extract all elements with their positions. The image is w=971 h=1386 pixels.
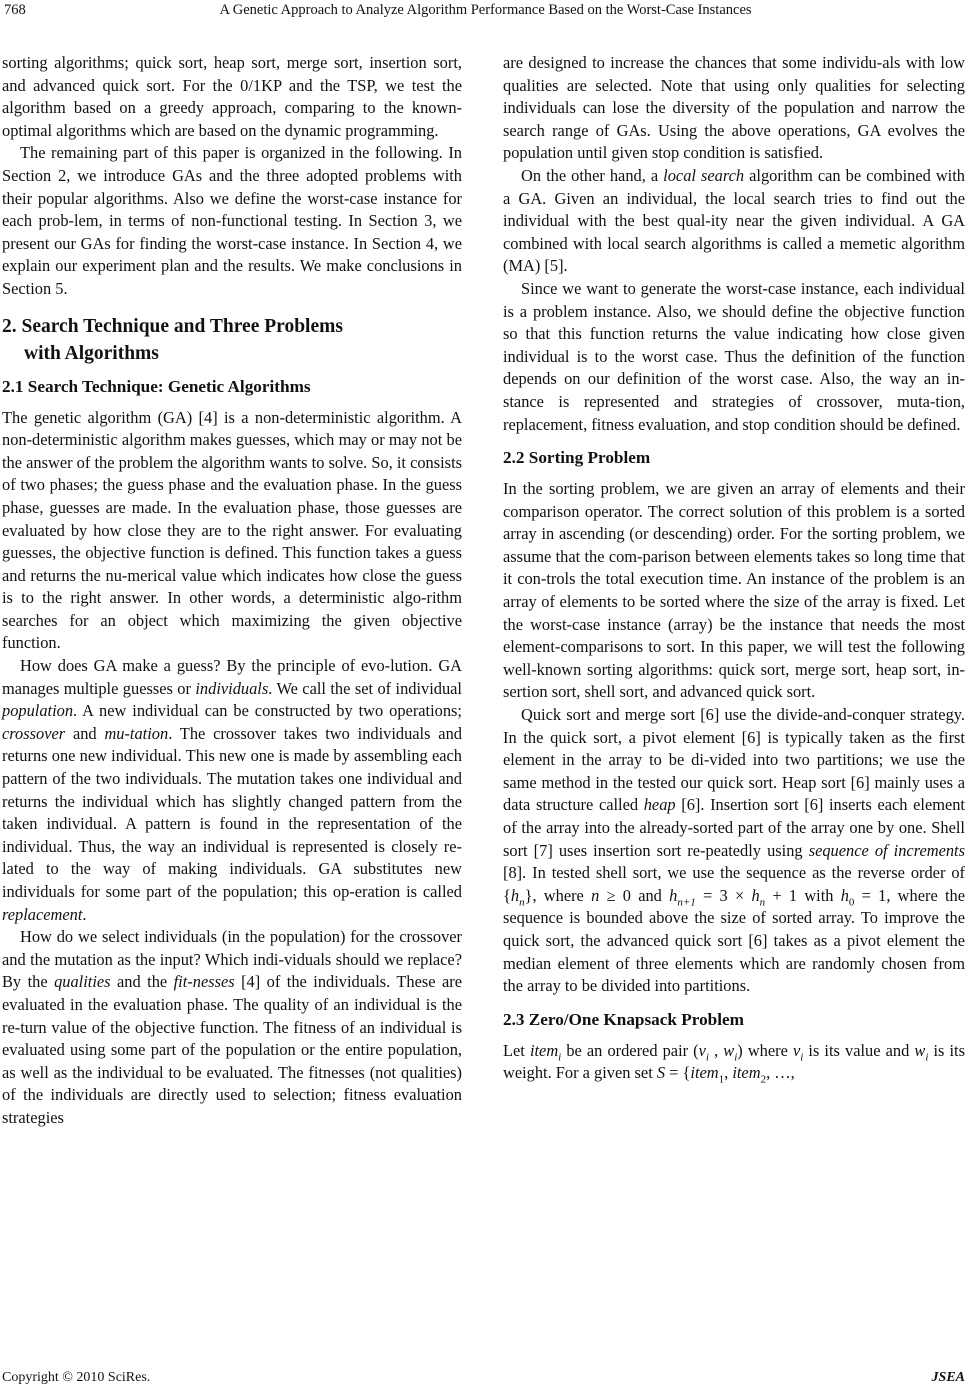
copyright-notice: Copyright © 2010 SciRes. [2,1370,151,1385]
right-column [503,52,965,1085]
section-heading-2-line2: with Algorithms [24,342,159,364]
page-number: 768 [4,2,26,18]
paragraph-intro: sorting algorithms; quick sort, heap sort, merge sort, insertion sort, and advanced quick sort. For the 0/1KP and the TSP, we test the algorithm based on a greedy approach, comparing to the known-optimal algorithms which are based on the dynamic programming. [2,53,462,140]
subsection-heading-2-1: 2.1 Search Technique: Genetic Algorithms [2,376,311,396]
subsection-heading-2-3: 2.3 Zero/One Knapsack Problem [503,1009,744,1029]
paragraph-worst-case: Since we want to generate the worst-case instance, each individual is a problem instance. Also, we should define the objective function so that this function returns the value indicating how close given individual is to the worst case. Thus the definition of the function depends on our definition of the worst case. Also, the way an in-stance is represented and strategies of crossover, muta-tion, replacement, fitness evaluation, and stop condition should be defined. [503,278,965,434]
paragraph-continued: are designed to increase the chances that some individu-als with low qualities are selected. Note that using only qualities for selecting individuals can lose the diversity of the population and narrow the search range of GAs. Using the above operations, GA evolves the population until given stop condition is satisfied. [503,53,965,163]
running-header [0,0,971,24]
section-heading-2-line1: 2. Search Technique and Three Problems [2,315,343,337]
paragraph-knapsack: Let item$_i$ be an ordered pair ($v_i$ , $w_i$) where $v_i$ is its value and $w_i$ is its weight. For a given set S = {item$_1$, item$_2$, …, [503,1040,965,1086]
paragraph-genetic-algorithm: The genetic algorithm (GA) [4] is a non-deterministic algorithm. A non-deterministic algorithm makes guesses, which may or may not be the answer of the problem the algorithm wants to solve. So, it consists of two phases; the guess phase and the evaluation phase. In the guess phase, guesses are made. In the evaluation phase, those guesses are evaluated by how close they are to the right answer. For evaluating guesses, the objective function is defined. This function takes a guess and returns the nu-merical value which indicates how close the guess is to the right answer. In other words, a deterministic algo-rithm searches for an object which maximizing the given objective function. [2,407,462,653]
paragraph-sorting-problem: In the sorting problem, we are given an array of elements and their comparison operator. The correct solution of this problem is a sorted array in ascending (or descending) order. For the sorting problem, we assume that the com-parison between elements takes so long time that it con-trols the total execution time. An instance of the problem is an array of elements to be sorted where the size of the array is fixed. Let the worst-case instance (array) be the instance that needs the most element-comparisons to sort. In this paper, we will test the following well-known sorting algorithms: quick sort, merge sort, heap sort, in-sertion sort, shell sort, and advanced quick sort. [503,479,965,702]
page-footer [0,1370,971,1386]
paragraph-organization: The remaining part of this paper is organized in the following. In Section 2, we introduce GAs and the three adopted problems with their popular algorithms. Also we define the worst-case instance for each prob-lem, in terms of non-functional testing. In Section 3, we present our GAs for finding the worst-case instance. In Section 4, we explain our experiment plan and the results. We make conclusions in Section 5. [2,143,462,298]
paragraph-make-guess: How does GA make a guess? By the principle of evo-lution. GA manages multiple guesses or individuals. We call the set of individual population. A new individual can be constructed by two operations; crossover and mu-tation. The crossover takes two individuals and returns one new individual. This new one is made by assembling each pattern of the two individuals. The mutation takes one individual and returns the individual which has slightly changed pattern from the taken individual. A pattern is found in the representation of the individual. Thus, the way an individual is represented is closely re-lated to the way of making individuals. GA substitutes new individuals for some part of the population; this op-eration is called replacement. [2,656,462,924]
paragraph-sorting-algorithms: Quick sort and merge sort [6] use the divide-and-conquer strategy. In the quick sort, a pivot element [6] is typically taken as the first element in the array to be di-vided into two partitions; we use the same method in the tested our quick sort. Heap sort [6] mainly uses a data structure called heap [6]. Insertion sort [6] inserts each element of the array into the already-sorted part of the array one by one. Shell sort [7] uses insertion sort re-peatedly using sequence of increments [8]. In tested shell sort, we use the sequence as the reverse order of $\{h_n\}$, where n ≥ 0 and $h_{n+1} = 3 \times h_n + 1$ with $h_0 = 1$, where the sequence is bounded above the size of sorted array. To improve the quick sort, the advanced quick sort [6] takes as a pivot element the median element of three elements which are randomly chosen from the array to be divided into partitions. [503,705,965,996]
running-title: A Genetic Approach to Analyze Algorithm Performance Based on the Worst-Case Instances [219,2,752,18]
section-heading-2 [2,313,462,367]
subsection-heading-2-2: 2.2 Sorting Problem [503,448,651,468]
paragraph-selection: How do we select individuals (in the population) for the crossover and the mutation as the input? Which indi-viduals should we replace? By the qualities and the fit-nesses [4] of the individuals. These are evaluated in the evaluation phase. The quality of an individual is the re-turn value of the objective function. The fitness of an individual is evaluated using some part of the population or the entire population, as well as the individual to be evaluated. The fitnesses (not qualities) of the individuals are directly used to selection; fitness evaluation strategies [2,927,462,1127]
left-column [2,52,462,1130]
journal-name: JSEA [931,1370,965,1385]
paragraph-local-search: On the other hand, a local search algorithm can be combined with a GA. Given an individual, the local search tries to find out the individual with the best qual-ity near the given individual. A GA combined with local search algorithms is called a memetic algorithm (MA) [5]. [503,165,965,276]
